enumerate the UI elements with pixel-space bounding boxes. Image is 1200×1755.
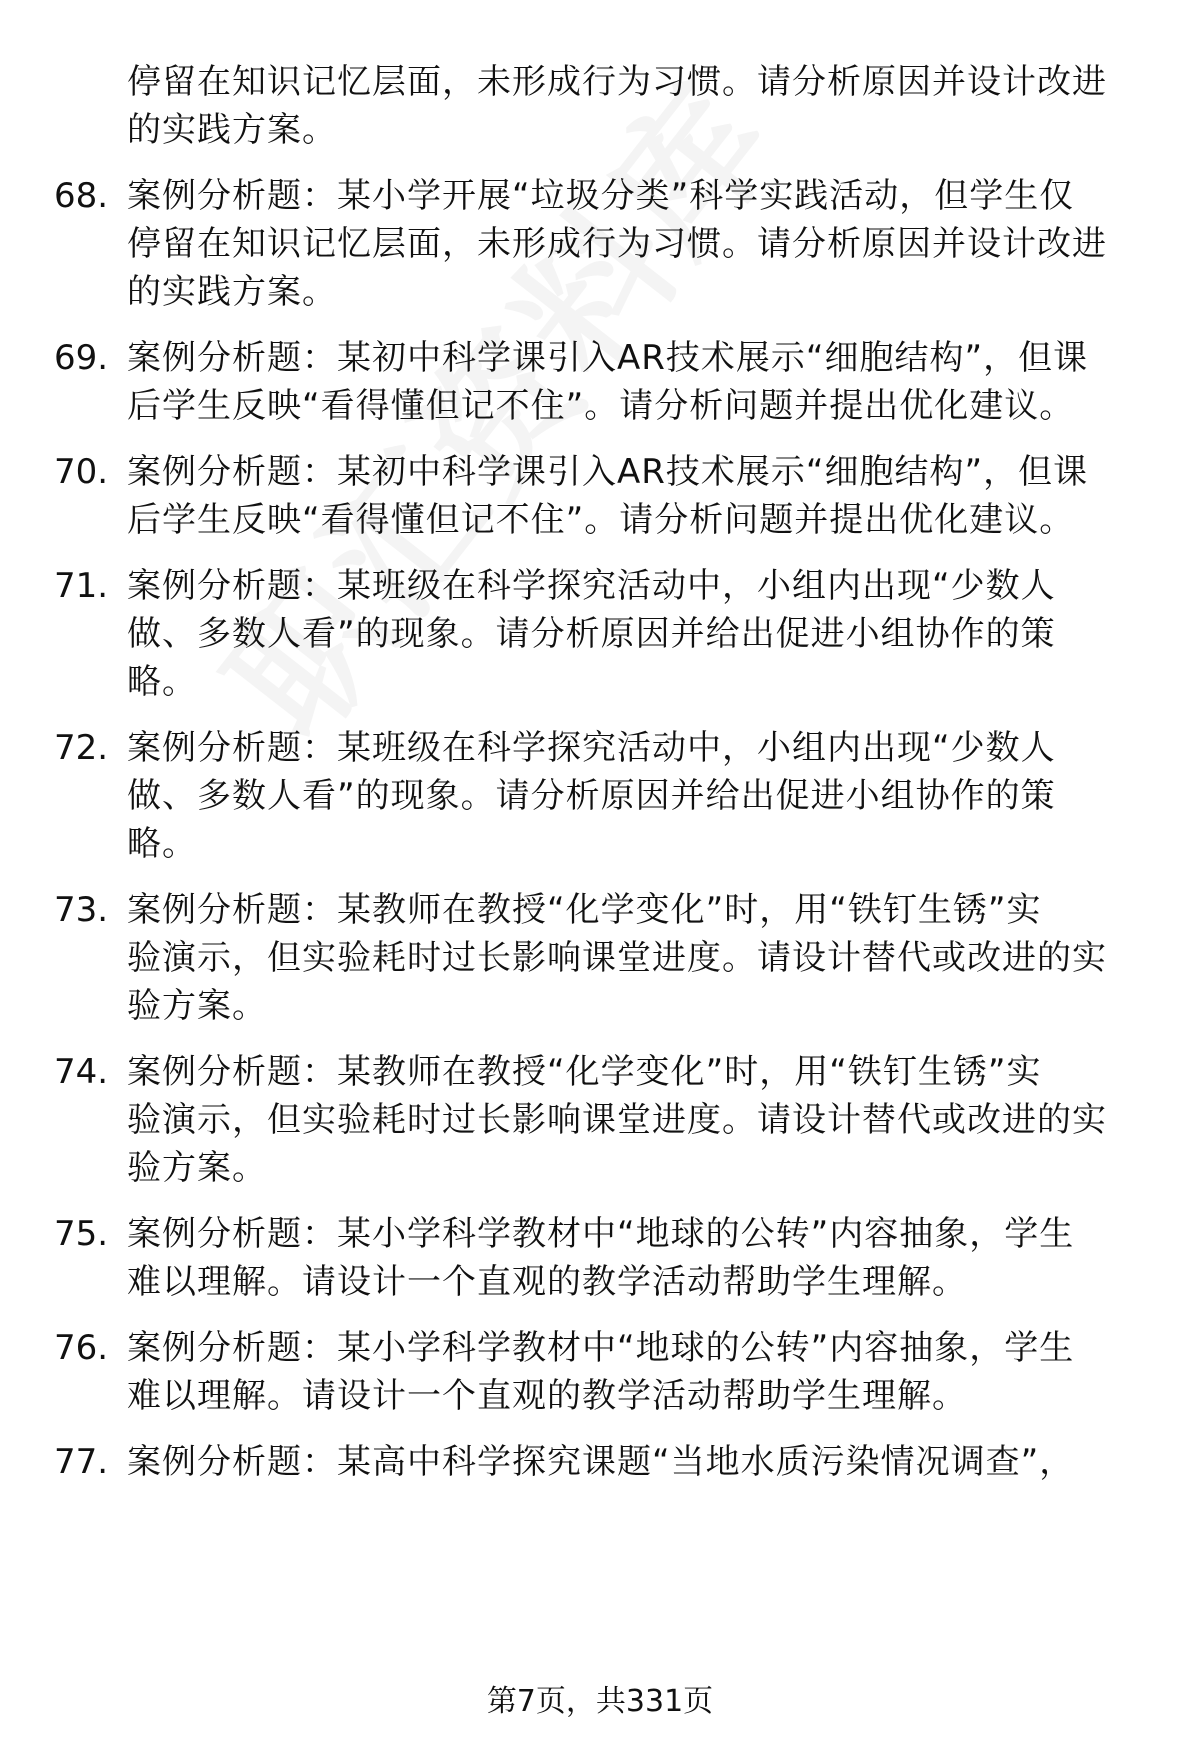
item-line: 后学生反映“看得懂但记不住”。请分析问题并提出优化建议。 <box>127 386 1075 426</box>
item-text <box>127 1324 1157 1420</box>
item-text <box>127 886 1157 1030</box>
item-number: 77. <box>54 1442 109 1482</box>
item-line: 案例分析题：某初中科学课引入AR技术展示“细胞结构”，但课 <box>127 452 1089 492</box>
item-number: 69. <box>54 338 109 378</box>
item-text <box>127 1048 1157 1192</box>
item-line: 难以理解。请设计一个直观的教学活动帮助学生理解。 <box>127 1376 967 1416</box>
item-line: 的实践方案。 <box>127 272 337 312</box>
item-line: 案例分析题：某初中科学课引入AR技术展示“细胞结构”，但课 <box>127 338 1089 378</box>
item-line: 案例分析题：某高中科学探究课题“当地水质污染情况调查”， <box>127 1442 1075 1482</box>
item-line: 后学生反映“看得懂但记不住”。请分析问题并提出优化建议。 <box>127 500 1075 540</box>
item-line: 做、多数人看”的现象。请分析原因并给出促进小组协作的策 <box>127 776 1056 816</box>
item-line: 验演示，但实验耗时过长影响课堂进度。请设计替代或改进的实 <box>127 938 1107 978</box>
item-number: 68. <box>54 176 109 216</box>
item-line: 案例分析题：某小学科学教材中“地球的公转”内容抽象，学生 <box>127 1328 1075 1368</box>
item-number: 75. <box>54 1214 109 1254</box>
item-line: 难以理解。请设计一个直观的教学活动帮助学生理解。 <box>127 1262 967 1302</box>
item-line: 做、多数人看”的现象。请分析原因并给出促进小组协作的策 <box>127 614 1056 654</box>
item-line: 案例分析题：某小学开展“垃圾分类”科学实践活动，但学生仅 <box>127 176 1075 216</box>
item-number: 73. <box>54 890 109 930</box>
item-text <box>127 172 1157 316</box>
item-line: 验方案。 <box>127 986 267 1026</box>
item-line: 案例分析题：某班级在科学探究活动中，小组内出现“少数人 <box>127 566 1056 606</box>
item-line: 验方案。 <box>127 1148 267 1188</box>
item-line: 案例分析题：某教师在教授“化学变化”时，用“铁钉生锈”实 <box>127 890 1042 930</box>
item-text <box>127 448 1157 544</box>
item-number: 76. <box>54 1328 109 1368</box>
item-line: 略。 <box>127 662 197 702</box>
item-number: 71. <box>54 566 109 606</box>
item-text <box>127 1210 1157 1306</box>
item-line: 案例分析题：某教师在教授“化学变化”时，用“铁钉生锈”实 <box>127 1052 1042 1092</box>
item-line: 验演示，但实验耗时过长影响课堂进度。请设计替代或改进的实 <box>127 1100 1107 1140</box>
item-line: 的实践方案。 <box>127 110 337 150</box>
item-number: 70. <box>54 452 109 492</box>
item-text <box>127 1438 1157 1486</box>
item-line: 案例分析题：某班级在科学探究活动中，小组内出现“少数人 <box>127 728 1056 768</box>
page-footer: 第7页，共331页 <box>486 1684 714 1719</box>
item-text <box>127 334 1157 430</box>
item-text <box>127 724 1157 868</box>
item-line: 停留在知识记忆层面，未形成行为习惯。请分析原因并设计改进 <box>127 224 1107 264</box>
item-line: 案例分析题：某小学科学教材中“地球的公转”内容抽象，学生 <box>127 1214 1075 1254</box>
item-line: 停留在知识记忆层面，未形成行为习惯。请分析原因并设计改进 <box>127 62 1107 102</box>
item-text <box>127 58 1157 154</box>
item-number: 72. <box>54 728 109 768</box>
item-text <box>127 562 1157 706</box>
item-line: 略。 <box>127 824 197 864</box>
item-number: 74. <box>54 1052 109 1092</box>
